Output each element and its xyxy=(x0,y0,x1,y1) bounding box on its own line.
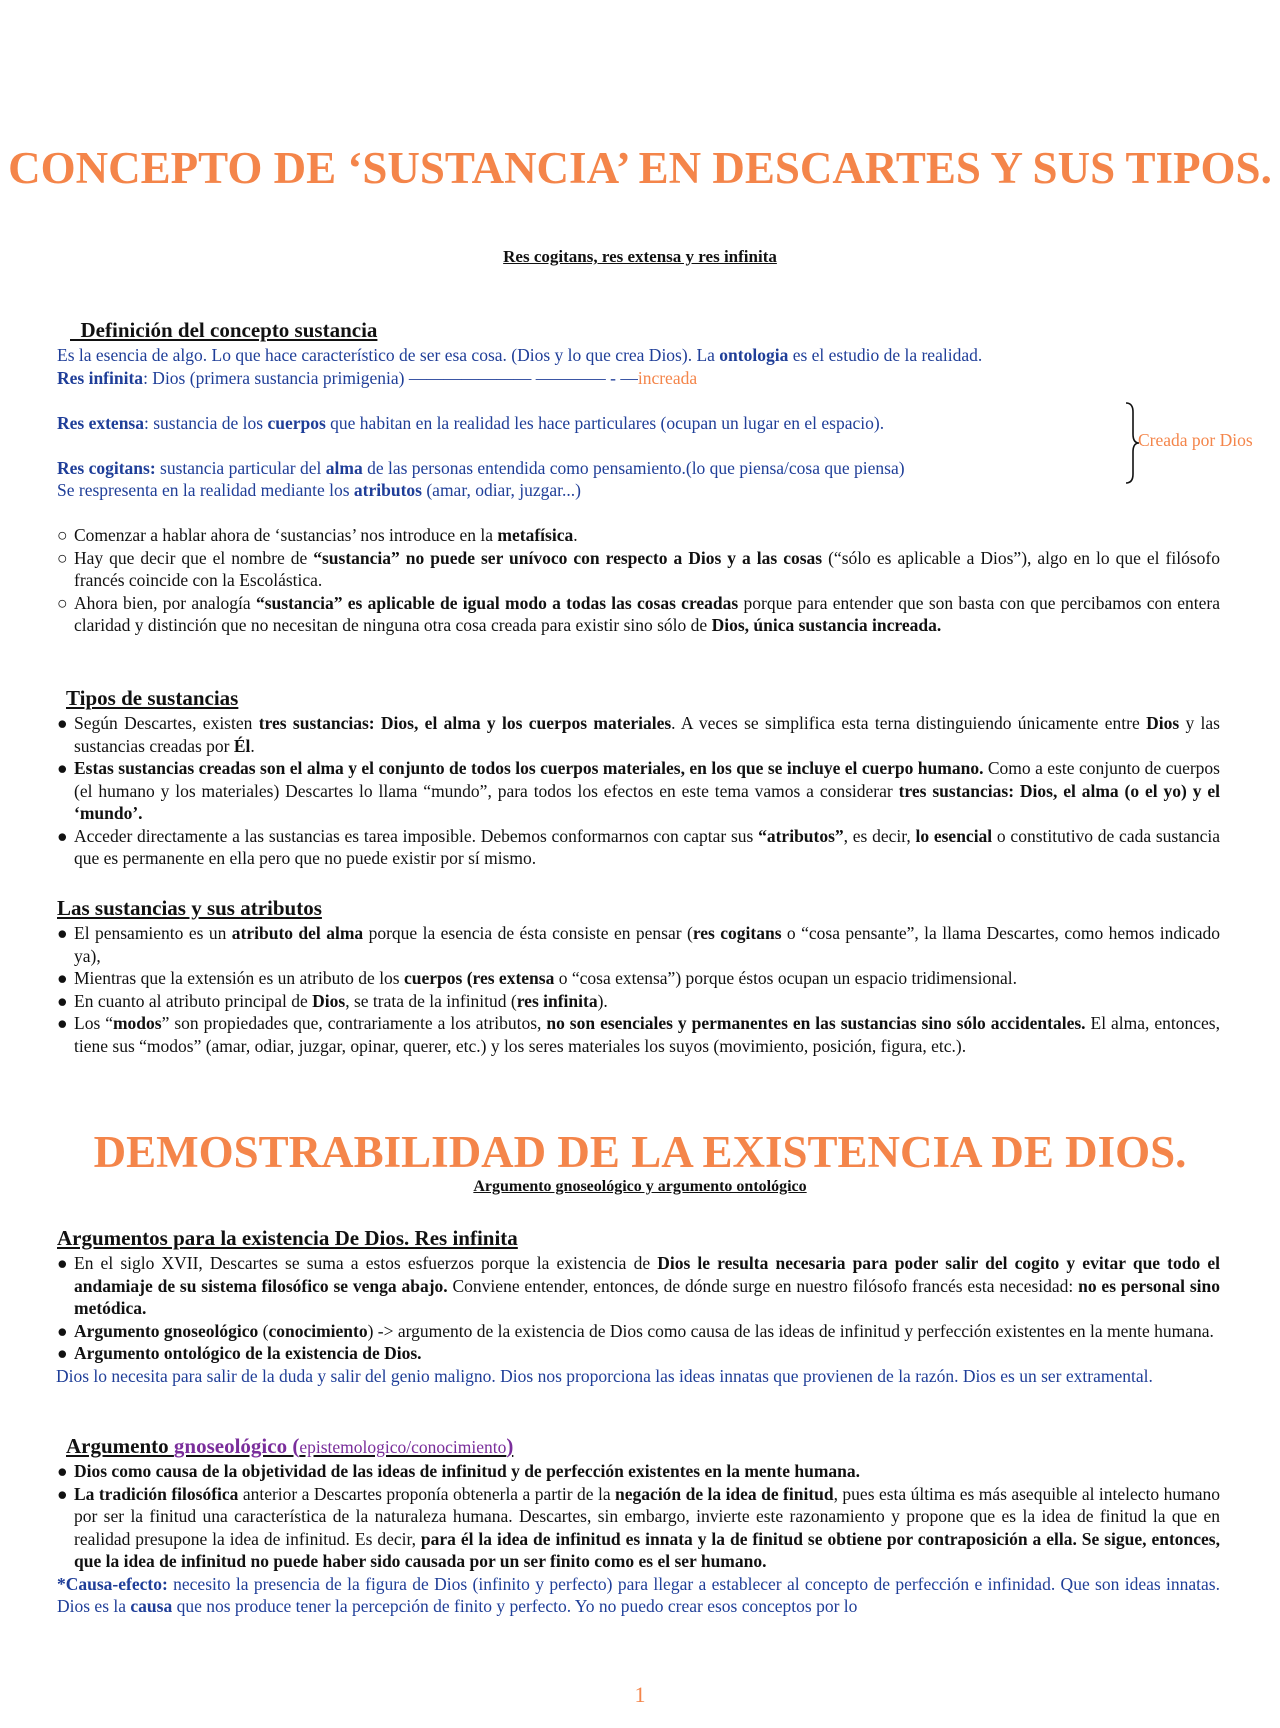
heading-tipos: Tipos de sustancias xyxy=(66,686,239,710)
dot-bullet-icon: ● xyxy=(57,990,68,1011)
list-item: ● La tradición filosófica anterior a Descartes proponía obtenerla a partir de la negación de la idea de finitud, pues esta última es más asequible al intelecto humano por ser la finitud una característica de la naturaleza humana. Descartes, sin embargo, invierte este razonamiento y propone que es la idea de finitud la que en realidad presupone la idea de infinitud. Es decir, para él la idea de infinitud es innata y la de finitud se obtiene por contraposición a ella. Se sigue, entonces, que la idea de infinitud no puede haber sido causada por un ser finito como es el ser humano. xyxy=(57,1483,1220,1571)
heading-argumentos: Argumentos para la existencia De Dios. Res infinita xyxy=(57,1226,518,1250)
brace-label-creada: Creada por Dios xyxy=(1138,430,1253,450)
list-item: ● Argumento ontológico de la existencia de Dios. xyxy=(57,1343,422,1363)
dot-bullet-icon: ● xyxy=(57,1013,68,1033)
dot-bullet-icon: ● xyxy=(57,1343,68,1363)
section-subtitle-sustancia: Res cogitans, res extensa y res infinita xyxy=(503,247,777,266)
res-extensa-line: Res extensa: sustancia de los cuerpos que habitan en la realidad les hace particulares (ocupan un lugar en el espacio). xyxy=(57,412,885,433)
dot-bullet-icon: ● xyxy=(57,1461,68,1481)
list-item: ● Estas sustancias creadas son el alma y el conjunto de todos los cuerpos materiales, en los que se incluye el cuerpo humano. Como a este conjunto de cuerpos (el humano y los materiales) Descartes lo llama “mundo”, para todos los efectos en este tema vamos a considerar tres sustancias: Dios, el alma (o el yo) y el ‘mundo’. xyxy=(57,758,1221,823)
section-title-sustancia: CONCEPTO DE ‘SUSTANCIA’ EN DESCARTES Y SUS TIPOS. xyxy=(8,143,1272,193)
list-item: ○ Hay que decir que el nombre de “sustancia” no puede ser unívoco con respecto a Dios y a las cosas (“sólo es aplicable a Dios”), algo en lo que el filósofo francés coincide con la Escolástica. xyxy=(57,547,1220,590)
dot-bullet-icon: ● xyxy=(57,758,68,778)
section-title-dios: DEMOSTRABILIDAD DE LA EXISTENCIA DE DIOS. xyxy=(93,1127,1187,1177)
argumentos-list xyxy=(57,1252,1220,1387)
heading-gnoseologico: Argumento gnoseológico (epistemologico/conocimiento) xyxy=(66,1434,514,1458)
dot-bullet-icon: ● xyxy=(57,968,68,988)
list-item: ● En cuanto al atributo principal de Dios, se trata de la infinitud (res infinita). xyxy=(57,990,608,1011)
dot-bullet-icon: ● xyxy=(57,1483,68,1504)
list-item: ● Dios como causa de la objetividad de las ideas de infinitud y de perfección existentes en la mente humana. xyxy=(57,1461,861,1481)
res-cogitans-line: Res cogitans: sustancia particular del alma de las personas entendida como pensamiento.(lo que piensa/cosa que piensa) xyxy=(57,457,905,478)
dot-bullet-icon: ● xyxy=(57,713,68,733)
circle-bullet-icon: ○ xyxy=(57,547,68,568)
list-item: ● Argumento gnoseológico (conocimiento) -> argumento de la existencia de Dios como causa de las ideas de infinitud y perfección existentes en la mente humana. xyxy=(57,1320,1214,1341)
causa-efecto-note: *Causa-efecto: necesito la presencia de la figura de Dios (infinito y perfecto) para llegar a establecer al concepto de perfección e infinidad. Que son ideas innatas. Dios es la causa que nos produce tener la percepción de finito y perfecto. Yo no puedo crear esos conceptos por lo xyxy=(57,1573,1220,1616)
list-item: ● El pensamiento es un atributo del alma porque la esencia de ésta consiste en pensar (res cogitans o “cosa pensante”, la llama Descartes, como hemos indicado ya), xyxy=(57,923,1221,966)
definicion-line: Es la esencia de algo. Lo que hace característico de ser esa cosa. (Dios y lo que crea Dios). La ontologia es el estudio de la realidad. xyxy=(57,345,983,365)
dot-bullet-icon: ● xyxy=(57,1253,68,1273)
list-item: ● Mientras que la extensión es un atributo de los cuerpos (res extensa o “cosa extensa”) porque éstos ocupan un espacio tridimensional. xyxy=(57,968,1017,988)
atributos-list xyxy=(57,922,1220,1057)
dot-bullet-icon: ● xyxy=(57,923,68,943)
intro-list xyxy=(57,524,1220,637)
tipos-list xyxy=(57,712,1220,870)
list-item: ○ Ahora bien, por analogía “sustancia” es aplicable de igual modo a todas las cosas creadas porque para entender que son basta con que percibamos con entera claridad y distinción que no necesitan de ninguna otra cosa creada para existir sino sólo de Dios, única sustancia increada. xyxy=(57,592,1220,635)
page-number: 1 xyxy=(634,1682,646,1707)
atributos-line: Se respresenta en la realidad mediante los atributos (amar, odiar, juzgar...) xyxy=(57,480,581,500)
gnoseologico-list xyxy=(57,1460,1220,1618)
dot-bullet-icon: ● xyxy=(57,825,68,846)
list-item: ● Los “modos” son propiedades que, contrariamente a los atributos, no son esenciales y permanentes en las sustancias sino sólo accidentales. El alma, entonces, tiene sus “modos” (amar, odiar, juzgar, opinar, querer, etc.) y los seres materiales los suyos (movimiento, posición, figura, etc.). xyxy=(57,1013,1220,1056)
res-infinita-line: Res infinita: Dios (primera sustancia primigenia) ——————— ———— - —increada xyxy=(57,367,698,388)
list-item: ● Según Descartes, existen tres sustancias: Dios, el alma y los cuerpos materiales. A veces se simplifica esta terna distinguiendo únicamente entre Dios y las sustancias creadas por Él. xyxy=(57,713,1220,756)
heading-atributos: Las sustancias y sus atributos xyxy=(57,896,322,920)
list-item: ● En el siglo XVII, Descartes se suma a estos esfuerzos porque la existencia de Dios le resulta necesaria para poder salir del cogito y evitar que todo el andamiaje de su sistema filosófico se venga abajo. Conviene entender, entonces, de dónde surge en nuestro filósofo francés esta necesidad: no es personal sino metódica. xyxy=(57,1253,1221,1318)
section-subtitle-dios: Argumento gnoseológico y argumento ontológico xyxy=(473,1178,807,1195)
circle-bullet-icon: ○ xyxy=(57,592,68,613)
list-item: ● Acceder directamente a las sustancias es tarea imposible. Debemos conformarnos con captar sus “atributos”, es decir, lo esencial o constitutivo de cada sustancia que es permanente en ella pero que no puede existir por sí mismo. xyxy=(57,825,1221,868)
argumentos-note: Dios lo necesita para salir de la duda y salir del genio maligno. Dios nos proporciona las ideas innatas que provienen de la razón. Dios es un ser extramental. xyxy=(56,1365,1153,1386)
dot-bullet-icon: ● xyxy=(57,1320,68,1341)
definicion-block xyxy=(57,344,1220,502)
heading-definicion: Definición del concepto sustancia xyxy=(80,318,378,342)
list-item: ○ Comenzar a hablar ahora de ‘sustancias’ nos introduce en la metafísica. xyxy=(57,525,578,545)
circle-bullet-icon: ○ xyxy=(57,525,68,545)
